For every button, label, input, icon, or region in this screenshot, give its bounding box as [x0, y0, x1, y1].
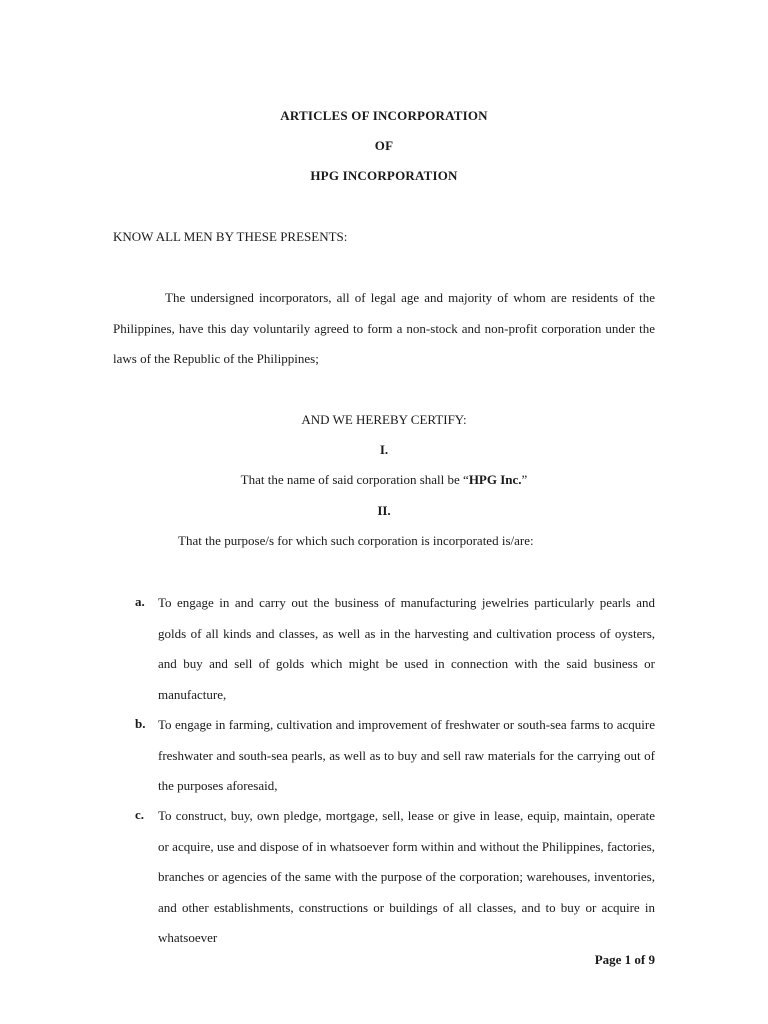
- page-number: [595, 952, 655, 968]
- list-marker: b.: [135, 716, 146, 731]
- list-marker: c.: [135, 807, 145, 822]
- article-one-prefix: That the name of said corporation shall be “: [240, 472, 469, 487]
- current-page: 1: [624, 952, 632, 967]
- certify-statement: AND WE HEREBY CERTIFY:: [301, 412, 467, 427]
- intro-paragraph: [113, 283, 655, 375]
- intro-paragraph-text: The undersigned incorporators, all of legal age and majority of whom are residents of the Philippines, have this day voluntarily agreed to form a non-stock and non-profit corporation under the laws of the Republic of the Philippines;: [113, 290, 655, 366]
- purpose-text: To construct, buy, own pledge, mortgage, sell, lease or give in lease, equip, maintain, operate or acquire, use and dispose of in whatsoever form within and without the Philippines, factories, branches or agencies of the same with the purpose of the corporation; warehouses, inventories, and other establishments, constructions or buildings of all classes, and to buy or acquire in whatsoever: [158, 808, 655, 945]
- purpose-text: To engage in and carry out the business of manufacturing jewelries particularly pearls and golds of all kinds and classes, as well as in the harvesting and cultivation process of oysters, and buy and sell of golds which might be used in connection with the said business or manufacture,: [158, 595, 655, 702]
- purpose-text: To engage in farming, cultivation and improvement of freshwater or south-sea farms to acquire freshwater and south-sea pearls, as well as to buy and sell raw materials for the carrying out of the purposes aforesaid,: [158, 717, 655, 793]
- article-one-numeral: I.: [379, 442, 389, 457]
- article-two-numeral: II.: [377, 503, 391, 518]
- page-label: Page: [594, 952, 625, 967]
- title-line-2: OF: [374, 138, 394, 153]
- page-of-label: of: [631, 952, 649, 967]
- list-marker: a.: [135, 594, 145, 609]
- opening-statement: KNOW ALL MEN BY THESE PRESENTS:: [113, 229, 348, 244]
- article-two-text: That the purpose/s for which such corporation is incorporated is/are:: [178, 533, 534, 548]
- title-line-3: HPG INCORPORATION: [310, 168, 458, 183]
- total-pages: 9: [648, 952, 655, 967]
- corporation-name: HPG Inc.: [468, 472, 522, 487]
- title-line-1: ARTICLES OF INCORPORATION: [280, 108, 488, 123]
- article-one-text: [0, 472, 768, 488]
- article-one-suffix: ”: [521, 472, 528, 487]
